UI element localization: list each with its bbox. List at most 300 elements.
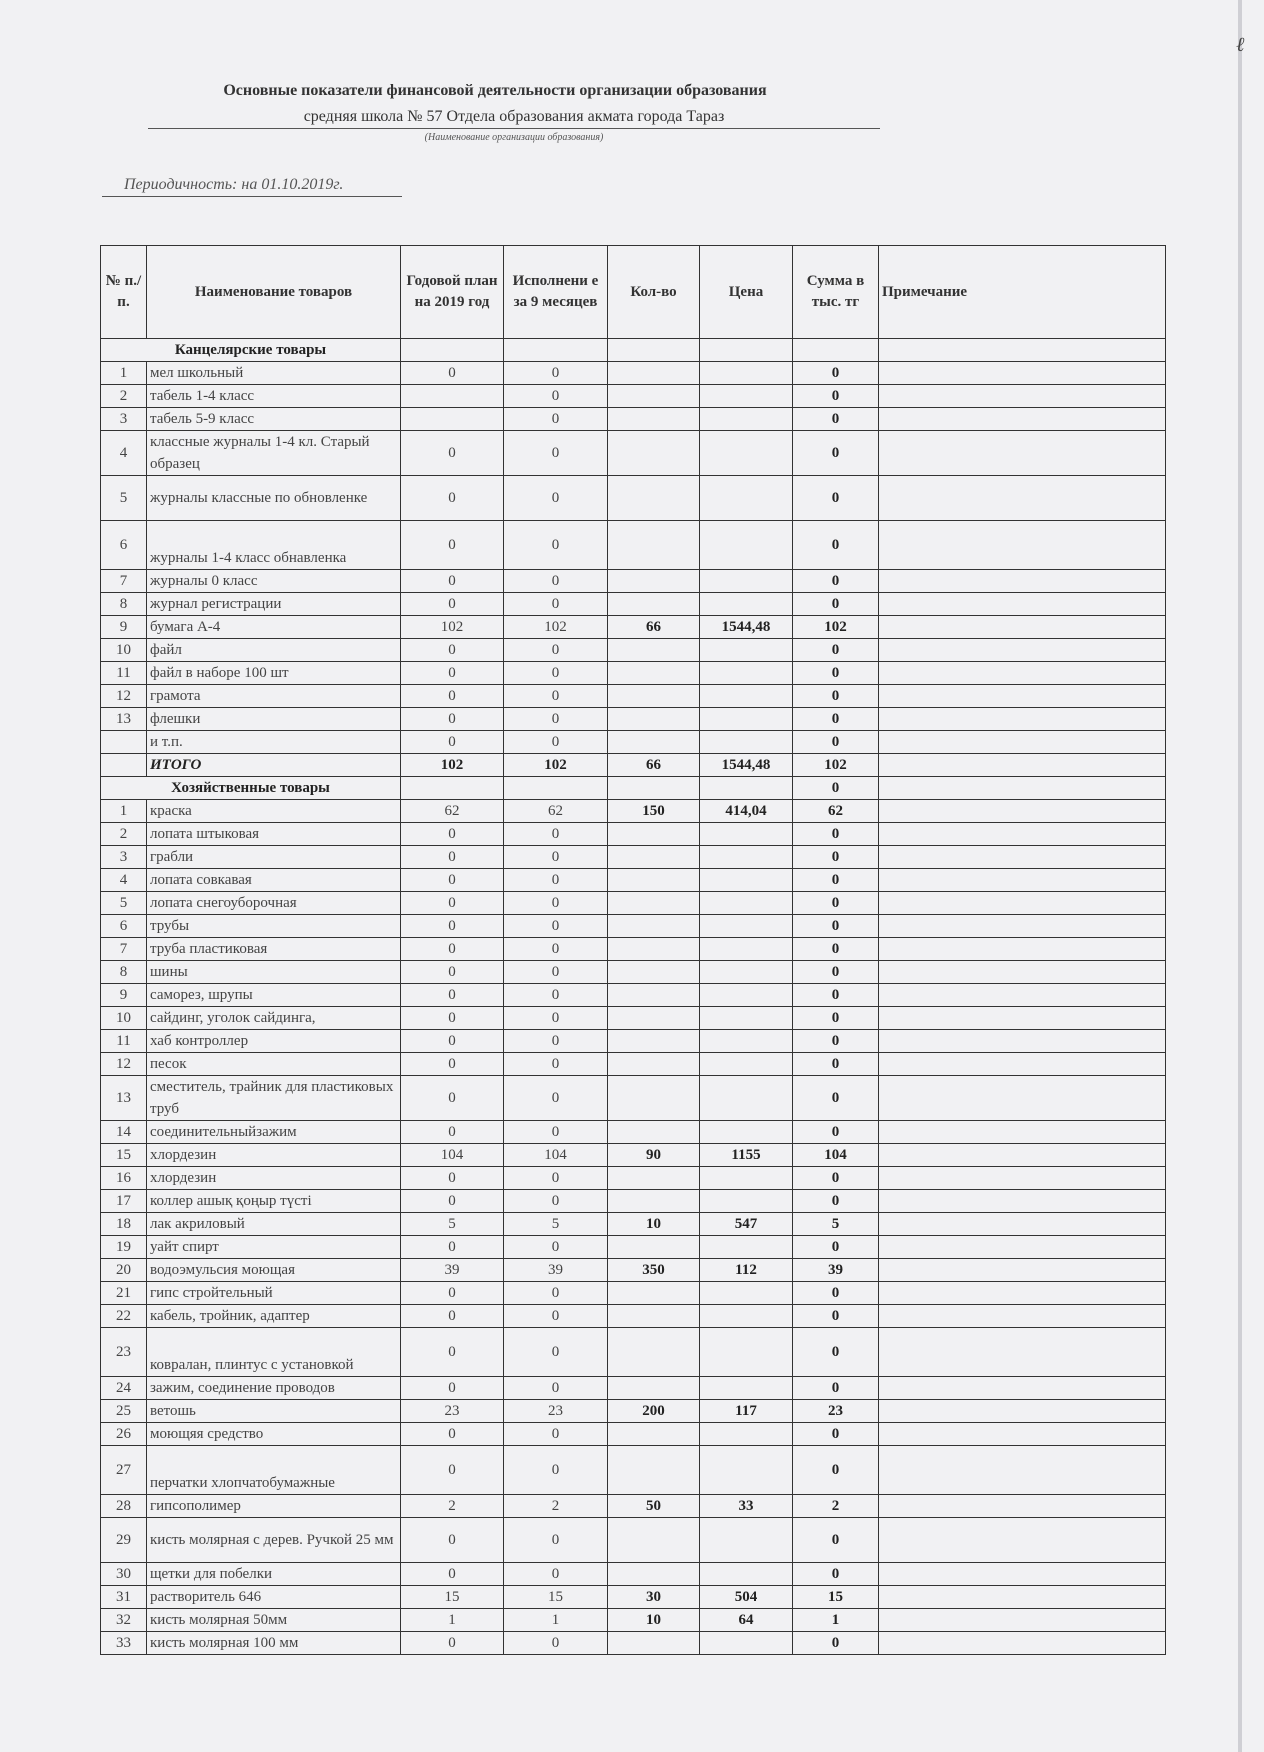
row-number: 25 [101, 1400, 147, 1423]
table-row [101, 846, 1166, 869]
table-row [101, 1518, 1166, 1563]
plan-value: 0 [401, 431, 504, 476]
row-number: 2 [101, 385, 147, 408]
note-cell [879, 823, 1166, 846]
qty-value [608, 869, 700, 892]
price-value: 1155 [700, 1144, 793, 1167]
note-cell [879, 476, 1166, 521]
note-cell [879, 1121, 1166, 1144]
price-value [700, 431, 793, 476]
plan-value: 0 [401, 1121, 504, 1144]
sum-value: 1 [793, 1609, 879, 1632]
exec-value: 0 [504, 1053, 608, 1076]
exec-value: 62 [504, 800, 608, 823]
table-row [101, 961, 1166, 984]
plan-value: 0 [401, 476, 504, 521]
note-cell [879, 385, 1166, 408]
qty-value [608, 984, 700, 1007]
item-name: уайт спирт [147, 1236, 401, 1259]
sum-value: 0 [793, 408, 879, 431]
exec-value: 0 [504, 362, 608, 385]
header-row [101, 246, 1166, 339]
price-value [700, 1053, 793, 1076]
note-cell [879, 1282, 1166, 1305]
item-name: саморез, шрупы [147, 984, 401, 1007]
note-cell [879, 521, 1166, 570]
row-number: 12 [101, 1053, 147, 1076]
cell [401, 339, 504, 362]
sum-value: 0 [793, 1423, 879, 1446]
qty-value [608, 521, 700, 570]
sum-value: 0 [793, 1328, 879, 1377]
table-row [101, 1446, 1166, 1495]
note-cell [879, 1144, 1166, 1167]
row-number: 5 [101, 892, 147, 915]
row-number: 13 [101, 1076, 147, 1121]
item-name: ковралан, плинтус с установкой [147, 1328, 401, 1377]
qty-value [608, 1632, 700, 1655]
table-row [101, 892, 1166, 915]
plan-value: 0 [401, 961, 504, 984]
item-name: файл в наборе 100 шт [147, 662, 401, 685]
total-qty: 66 [608, 754, 700, 777]
col-header-price: Цена [700, 246, 793, 339]
row-number: 24 [101, 1377, 147, 1400]
col-header-name: Наименование товаров [147, 246, 401, 339]
plan-value: 0 [401, 1446, 504, 1495]
item-name: хаб контроллер [147, 1030, 401, 1053]
exec-value: 0 [504, 685, 608, 708]
exec-value: 0 [504, 961, 608, 984]
table-row [101, 1377, 1166, 1400]
sum-value: 23 [793, 1400, 879, 1423]
table-row [101, 1213, 1166, 1236]
note-cell [879, 984, 1166, 1007]
exec-value: 5 [504, 1213, 608, 1236]
row-number: 18 [101, 1213, 147, 1236]
plan-value: 0 [401, 1377, 504, 1400]
cell [504, 339, 608, 362]
plan-value: 0 [401, 731, 504, 754]
row-number: 6 [101, 915, 147, 938]
qty-value: 200 [608, 1400, 700, 1423]
cell [608, 339, 700, 362]
sum-value: 0 [793, 570, 879, 593]
note-cell [879, 731, 1166, 754]
price-value [700, 1446, 793, 1495]
row-number: 11 [101, 662, 147, 685]
price-value [700, 685, 793, 708]
row-number: 20 [101, 1259, 147, 1282]
note-cell [879, 570, 1166, 593]
table-row [101, 938, 1166, 961]
table-row [101, 1282, 1166, 1305]
table-row [101, 431, 1166, 476]
qty-value [608, 362, 700, 385]
sum-value: 0 [793, 1518, 879, 1563]
qty-value [608, 1377, 700, 1400]
table-row [101, 616, 1166, 639]
note-cell [879, 708, 1166, 731]
qty-value: 66 [608, 616, 700, 639]
plan-value [401, 385, 504, 408]
qty-value [608, 1076, 700, 1121]
plan-value: 0 [401, 662, 504, 685]
row-number: 14 [101, 1121, 147, 1144]
price-value [700, 708, 793, 731]
price-value [700, 1076, 793, 1121]
page-edge [1236, 0, 1245, 1752]
table-row [101, 1007, 1166, 1030]
item-name: табель 1-4 класс [147, 385, 401, 408]
price-value [700, 1121, 793, 1144]
note-cell [879, 800, 1166, 823]
sum-value: 0 [793, 869, 879, 892]
sum-value: 2 [793, 1495, 879, 1518]
row-number: 23 [101, 1328, 147, 1377]
section-sum: 0 [793, 777, 879, 800]
price-value [700, 984, 793, 1007]
cell [793, 339, 879, 362]
plan-value: 0 [401, 1518, 504, 1563]
exec-value: 0 [504, 1282, 608, 1305]
exec-value: 0 [504, 476, 608, 521]
exec-value: 0 [504, 1377, 608, 1400]
sum-value: 0 [793, 1563, 879, 1586]
price-value [700, 938, 793, 961]
table-row [101, 570, 1166, 593]
pen-mark: ℓ [1236, 34, 1245, 56]
qty-value [608, 1190, 700, 1213]
item-name: табель 5-9 класс [147, 408, 401, 431]
row-number: 6 [101, 521, 147, 570]
plan-value: 102 [401, 616, 504, 639]
price-value [700, 1563, 793, 1586]
table-row [101, 800, 1166, 823]
note-cell [879, 593, 1166, 616]
note-cell [879, 777, 1166, 800]
item-name: грамота [147, 685, 401, 708]
qty-value: 350 [608, 1259, 700, 1282]
exec-value: 0 [504, 1328, 608, 1377]
row-number: 8 [101, 961, 147, 984]
sum-value: 0 [793, 593, 879, 616]
note-cell [879, 1259, 1166, 1282]
price-value [700, 639, 793, 662]
price-value [700, 1423, 793, 1446]
row-number: 3 [101, 846, 147, 869]
qty-value [608, 846, 700, 869]
price-value: 504 [700, 1586, 793, 1609]
row-number [101, 754, 147, 777]
exec-value: 0 [504, 1121, 608, 1144]
qty-value [608, 1563, 700, 1586]
item-name: растворитель 646 [147, 1586, 401, 1609]
qty-value [608, 961, 700, 984]
plan-value: 0 [401, 823, 504, 846]
table-row [101, 1586, 1166, 1609]
note-cell [879, 1053, 1166, 1076]
sum-value: 0 [793, 708, 879, 731]
price-value [700, 1190, 793, 1213]
note-cell [879, 754, 1166, 777]
plan-value: 0 [401, 846, 504, 869]
sum-value: 62 [793, 800, 879, 823]
plan-value: 0 [401, 1236, 504, 1259]
table-row [101, 1076, 1166, 1121]
note-cell [879, 1563, 1166, 1586]
total-label: ИТОГО [147, 754, 401, 777]
item-name: кисть молярная с дерев. Ручкой 25 мм [147, 1518, 401, 1563]
exec-value: 39 [504, 1259, 608, 1282]
note-cell [879, 1400, 1166, 1423]
sum-value: 0 [793, 521, 879, 570]
price-value [700, 892, 793, 915]
plan-value: 0 [401, 984, 504, 1007]
qty-value: 90 [608, 1144, 700, 1167]
sum-value: 15 [793, 1586, 879, 1609]
cell [608, 777, 700, 800]
qty-value [608, 1167, 700, 1190]
section-title: Канцелярские товары [101, 339, 401, 362]
note-cell [879, 408, 1166, 431]
total-price: 1544,48 [700, 754, 793, 777]
item-name: и т.п. [147, 731, 401, 754]
note-cell [879, 616, 1166, 639]
sum-value: 0 [793, 823, 879, 846]
exec-value: 0 [504, 662, 608, 685]
sum-value: 0 [793, 961, 879, 984]
qty-value [608, 662, 700, 685]
note-cell [879, 915, 1166, 938]
exec-value: 0 [504, 984, 608, 1007]
plan-value: 0 [401, 570, 504, 593]
table-row [101, 1030, 1166, 1053]
exec-value: 0 [504, 892, 608, 915]
note-cell [879, 362, 1166, 385]
item-name: сайдинг, уголок сайдинга, [147, 1007, 401, 1030]
item-name: гипсополимер [147, 1495, 401, 1518]
price-value [700, 961, 793, 984]
row-number: 22 [101, 1305, 147, 1328]
row-number: 5 [101, 476, 147, 521]
row-number: 2 [101, 823, 147, 846]
section-row [101, 777, 1166, 800]
plan-value: 0 [401, 362, 504, 385]
table-row [101, 593, 1166, 616]
plan-value: 0 [401, 1190, 504, 1213]
table-row [101, 1167, 1166, 1190]
row-number: 8 [101, 593, 147, 616]
plan-value: 0 [401, 708, 504, 731]
note-cell [879, 961, 1166, 984]
plan-value: 104 [401, 1144, 504, 1167]
exec-value: 0 [504, 1076, 608, 1121]
price-value [700, 1328, 793, 1377]
exec-value: 0 [504, 1305, 608, 1328]
qty-value: 30 [608, 1586, 700, 1609]
item-name: щетки для побелки [147, 1563, 401, 1586]
table-row [101, 476, 1166, 521]
qty-value [608, 639, 700, 662]
exec-value: 0 [504, 1563, 608, 1586]
table-row [101, 1609, 1166, 1632]
note-cell [879, 892, 1166, 915]
table-row [101, 1305, 1166, 1328]
note-cell [879, 1423, 1166, 1446]
note-cell [879, 1495, 1166, 1518]
item-name: соединительныйзажим [147, 1121, 401, 1144]
document-title: Основные показатели финансовой деятельности организации образования [223, 82, 767, 99]
sum-value: 0 [793, 662, 879, 685]
exec-value: 0 [504, 869, 608, 892]
price-value: 33 [700, 1495, 793, 1518]
qty-value [608, 408, 700, 431]
sum-value: 0 [793, 1446, 879, 1495]
note-cell [879, 1190, 1166, 1213]
row-number: 11 [101, 1030, 147, 1053]
item-name: флешки [147, 708, 401, 731]
price-value [700, 1377, 793, 1400]
row-number: 7 [101, 938, 147, 961]
price-value [700, 1282, 793, 1305]
table-row [101, 1563, 1166, 1586]
qty-value [608, 1518, 700, 1563]
item-name: водоэмульсия моющая [147, 1259, 401, 1282]
table-row [101, 362, 1166, 385]
section-row [101, 339, 1166, 362]
exec-value: 0 [504, 431, 608, 476]
plan-value: 0 [401, 1328, 504, 1377]
qty-value [608, 823, 700, 846]
plan-value: 0 [401, 1423, 504, 1446]
exec-value: 0 [504, 408, 608, 431]
plan-value: 0 [401, 1632, 504, 1655]
table-row [101, 915, 1166, 938]
note-cell [879, 938, 1166, 961]
qty-value [608, 1030, 700, 1053]
exec-value: 0 [504, 915, 608, 938]
exec-value: 0 [504, 1423, 608, 1446]
plan-value: 0 [401, 938, 504, 961]
sum-value: 0 [793, 984, 879, 1007]
cell [879, 339, 1166, 362]
col-header-exec: Исполнени е за 9 месяцев [504, 246, 608, 339]
row-number: 4 [101, 869, 147, 892]
note-cell [879, 1167, 1166, 1190]
row-number: 10 [101, 1007, 147, 1030]
sum-value: 0 [793, 1030, 879, 1053]
price-value: 112 [700, 1259, 793, 1282]
table-row [101, 521, 1166, 570]
sum-value: 0 [793, 431, 879, 476]
sum-value: 0 [793, 915, 879, 938]
row-number [101, 731, 147, 754]
item-name: грабли [147, 846, 401, 869]
exec-value: 2 [504, 1495, 608, 1518]
plan-value: 0 [401, 1030, 504, 1053]
note-cell [879, 1213, 1166, 1236]
sum-value: 0 [793, 1305, 879, 1328]
sum-value: 0 [793, 1190, 879, 1213]
plan-value: 0 [401, 1282, 504, 1305]
plan-value: 0 [401, 1167, 504, 1190]
exec-value: 0 [504, 1518, 608, 1563]
exec-value: 0 [504, 570, 608, 593]
reporting-period: Периодичность: на 01.10.2019г. [102, 174, 402, 197]
plan-value: 0 [401, 892, 504, 915]
total-plan: 102 [401, 754, 504, 777]
price-value [700, 1518, 793, 1563]
qty-value [608, 708, 700, 731]
plan-value: 0 [401, 869, 504, 892]
sum-value: 0 [793, 476, 879, 521]
row-number: 1 [101, 362, 147, 385]
plan-value: 23 [401, 1400, 504, 1423]
price-value [700, 846, 793, 869]
row-number: 30 [101, 1563, 147, 1586]
qty-value [608, 1305, 700, 1328]
plan-value: 39 [401, 1259, 504, 1282]
plan-value [401, 408, 504, 431]
item-name: кисть молярная 100 мм [147, 1632, 401, 1655]
table-row [101, 1144, 1166, 1167]
price-value: 64 [700, 1609, 793, 1632]
qty-value [608, 685, 700, 708]
item-name: гипс стройтельный [147, 1282, 401, 1305]
qty-value [608, 570, 700, 593]
sum-value: 0 [793, 1282, 879, 1305]
item-name: журнал регистрации [147, 593, 401, 616]
col-header-plan: Годовой план на 2019 год [401, 246, 504, 339]
exec-value: 0 [504, 1446, 608, 1495]
item-name: ветошь [147, 1400, 401, 1423]
price-value [700, 1167, 793, 1190]
price-value: 547 [700, 1213, 793, 1236]
row-number: 16 [101, 1167, 147, 1190]
cell [401, 777, 504, 800]
sum-value: 0 [793, 639, 879, 662]
sum-value: 0 [793, 1377, 879, 1400]
exec-value: 23 [504, 1400, 608, 1423]
sum-value: 102 [793, 616, 879, 639]
price-value [700, 1305, 793, 1328]
plan-value: 2 [401, 1495, 504, 1518]
row-number: 29 [101, 1518, 147, 1563]
note-cell [879, 1586, 1166, 1609]
table-row [101, 1400, 1166, 1423]
table-row [101, 823, 1166, 846]
exec-value: 0 [504, 1236, 608, 1259]
section-title: Хозяйственные товары [101, 777, 401, 800]
note-cell [879, 1030, 1166, 1053]
exec-value: 0 [504, 823, 608, 846]
table-row [101, 869, 1166, 892]
qty-value [608, 385, 700, 408]
plan-value: 0 [401, 521, 504, 570]
table-row [101, 385, 1166, 408]
price-value: 1544,48 [700, 616, 793, 639]
row-number: 3 [101, 408, 147, 431]
sum-value: 0 [793, 1632, 879, 1655]
note-cell [879, 1007, 1166, 1030]
price-value [700, 1030, 793, 1053]
exec-value: 0 [504, 1190, 608, 1213]
table-body [101, 339, 1166, 1655]
plan-value: 0 [401, 1007, 504, 1030]
sum-value: 0 [793, 1236, 879, 1259]
item-name: песок [147, 1053, 401, 1076]
